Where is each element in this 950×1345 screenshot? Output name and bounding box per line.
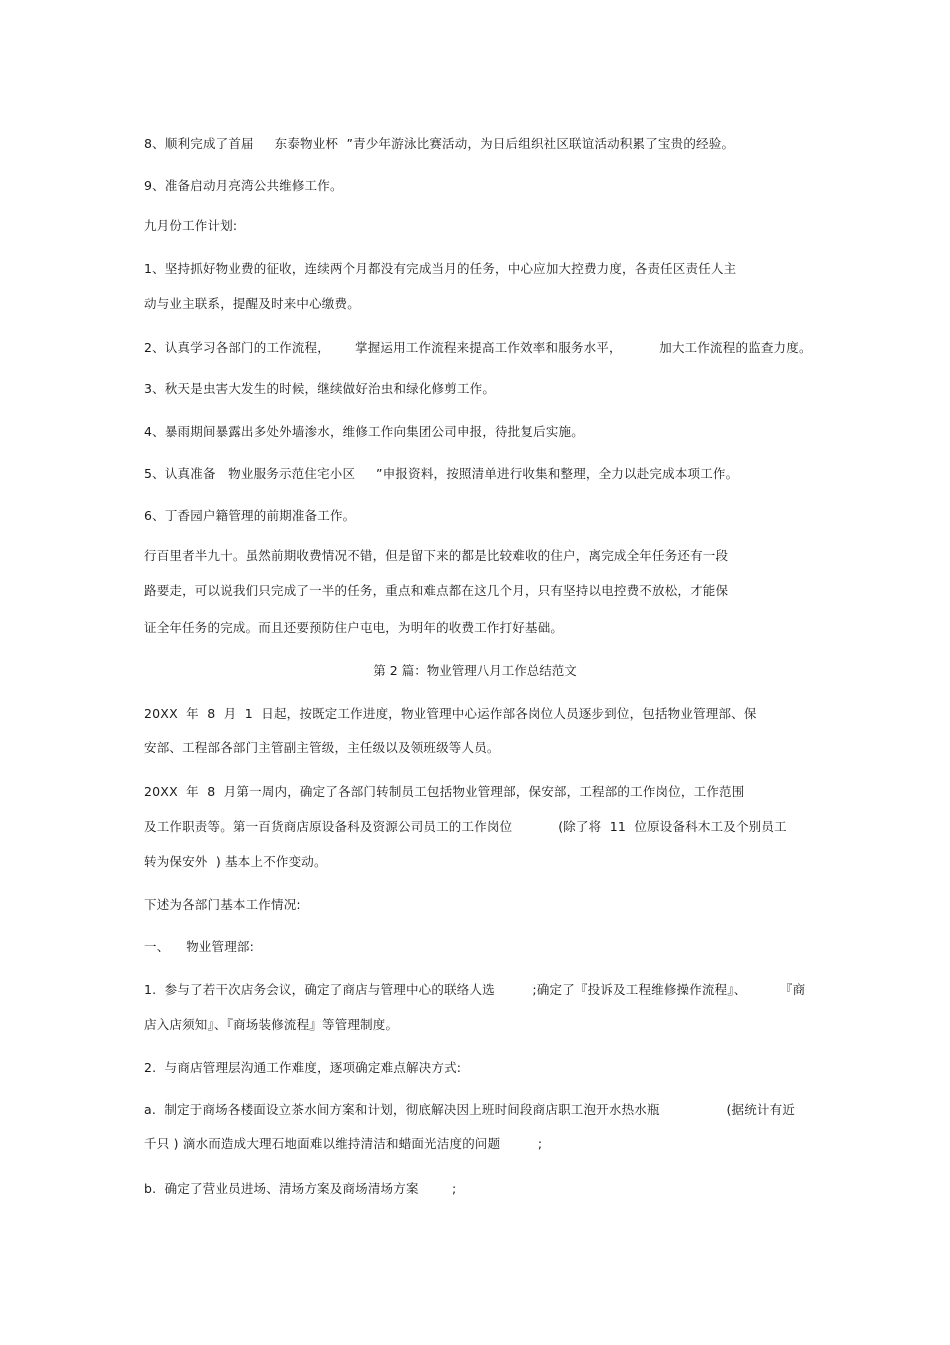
paragraph-item-8: 8、顺利完成了首届 东泰物业杯 ”青少年游泳比赛活动，为日后组织社区联谊活动积累了宝贵的经验。 (144, 136, 735, 151)
item-1-line-2: 店入店须知』、『商场装修流程』等管理制度。 (144, 1017, 399, 1032)
item-a-line-1: a. 制定于商场各楼面设立茶水间方案和计划，彻底解决因上班时间段商店职工泡开水热水瓶 (据统计有近 (144, 1102, 796, 1117)
article-title: 第 2 篇：物业管理八月工作总结范文 (373, 663, 577, 678)
plan-item-5: 5、认真准备 物业服务示范住宅小区 ”申报资料，按照清单进行收集和整理，全力以赴完成本项工作。 (144, 466, 739, 481)
paragraph-start-line-1: 20XX 年 8 月 1 日起，按既定工作进度，物业管理中心运作部各岗位人员逐步到位，包括物业管理部、保 (144, 706, 757, 721)
section-heading-september-plan: 九月份工作计划: (144, 218, 238, 233)
plan-item-2: 2、认真学习各部门的工作流程， 掌握运用工作流程来提高工作效率和服务水平， 加大工作流程的监查力度。 (144, 340, 812, 355)
paragraph-first-week-line-3: 转为保安外 ) 基本上不作变动。 (144, 854, 327, 869)
item-b: b. 确定了营业员进场、清场方案及商场清场方案 ; (144, 1181, 457, 1196)
paragraph-first-week-line-1: 20XX 年 8 月第一周内，确定了各部门转制员工包括物业管理部，保安部，工程部的工作岗位，工作范围 (144, 784, 745, 799)
paragraph-first-week-line-2: 及工作职责等。第一百货商店原设备科及资源公司员工的工作岗位 (除了将 11 位原设备科木工及个别员工 (144, 819, 787, 834)
paragraph-item-9: 9、准备启动月亮湾公共维修工作。 (144, 178, 343, 193)
plan-item-1-line-2: 动与业主联系，提醒及时来中心缴费。 (144, 296, 360, 311)
plan-item-4: 4、暴雨期间暴露出多处外墙渗水，维修工作向集团公司申报，待批复后实施。 (144, 424, 584, 439)
item-a-line-2: 千只 ) 滴水而造成大理石地面难以维持清洁和蜡面光洁度的问题 ; (144, 1136, 543, 1151)
section-heading-property-management: 一、 物业管理部: (144, 939, 255, 954)
item-2: 2. 与商店管理层沟通工作难度，逐项确定难点解决方式: (144, 1060, 462, 1075)
closing-paragraph-line-1: 行百里者半九十。虽然前期收费情况不错，但是留下来的都是比较难收的住户，离完成全年任务还有一段 (144, 548, 729, 563)
plan-item-1-line-1: 1、坚持抓好物业费的征收，连续两个月都没有完成当月的任务，中心应加大控费力度，各责任区责任人主 (144, 261, 737, 276)
closing-paragraph-line-2: 路要走，可以说我们只完成了一半的任务，重点和难点都在这几个月，只有坚持以电控费不放松，才能保 (144, 583, 729, 598)
plan-item-6: 6、丁香园户籍管理的前期准备工作。 (144, 508, 356, 523)
plan-item-3: 3、秋天是虫害大发生的时候，继续做好治虫和绿化修剪工作。 (144, 381, 496, 396)
item-1-line-1: 1. 参与了若干次店务会议，确定了商店与管理中心的联络人选 ;确定了『投诉及工程维修操作流程』、 『商 (144, 982, 806, 997)
closing-paragraph-line-3: 证全年任务的完成。而且还要预防住户屯电，为明年的收费工作打好基础。 (144, 620, 564, 635)
departments-intro: 下述为各部门基本工作情况: (144, 897, 301, 912)
paragraph-start-line-2: 安部、工程部各部门主管副主管级，主任级以及领班级等人员。 (144, 740, 500, 755)
